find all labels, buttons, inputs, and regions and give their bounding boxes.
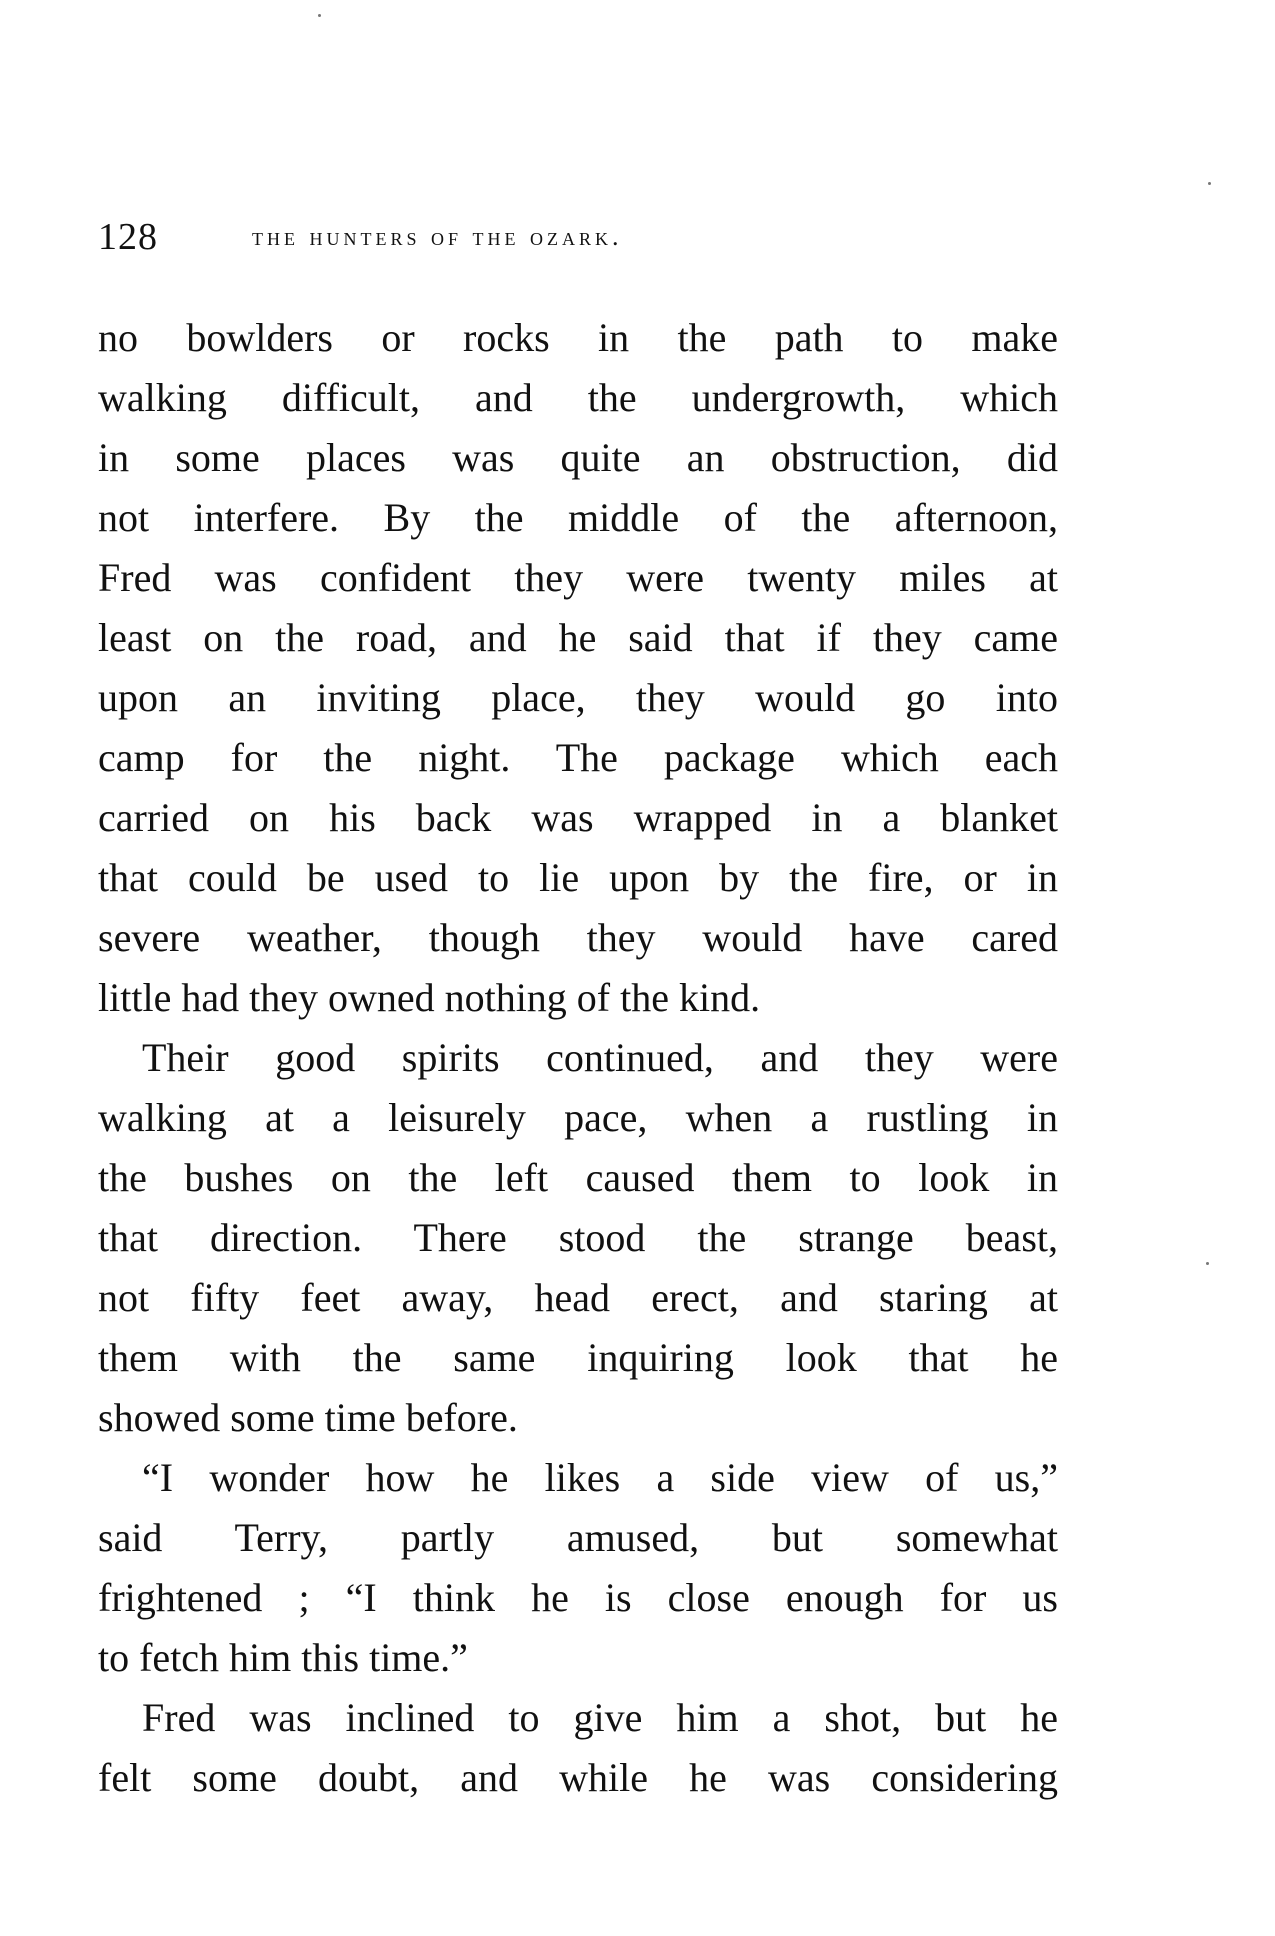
text-line: felt some doubt, and while he was considering: [98, 1755, 1058, 1800]
text-line: least on the road, and he said that if they came: [98, 615, 1058, 660]
body-text: [98, 308, 1058, 1808]
text-line: Fred was confident they were twenty miles at: [98, 555, 1058, 600]
text-line: them with the same inquiring look that he: [98, 1335, 1058, 1380]
page-number: 128: [98, 216, 158, 258]
text-line: said Terry, partly amused, but somewhat: [98, 1515, 1058, 1560]
text-line: frightened ; “I think he is close enough for us: [98, 1575, 1058, 1620]
text-line: walking difficult, and the undergrowth, which: [98, 375, 1058, 420]
text-line: not interfere. By the middle of the afternoon,: [98, 495, 1058, 540]
paper-speck: [1206, 1262, 1209, 1265]
text-line: severe weather, though they would have cared: [98, 915, 1058, 960]
paragraph-first-line: Their good spirits continued, and they were: [142, 1035, 1058, 1080]
text-line: carried on his back was wrapped in a blanket: [98, 795, 1058, 840]
paper-speck: [318, 14, 321, 17]
text-line: showed some time before.: [98, 1395, 518, 1440]
text-line: that could be used to lie upon by the fire, or in: [98, 855, 1058, 900]
text-line: no bowlders or rocks in the path to make: [98, 315, 1058, 360]
text-line: in some places was quite an obstruction, did: [98, 435, 1058, 480]
text-line: little had they owned nothing of the kind.: [98, 975, 761, 1020]
text-line: walking at a leisurely pace, when a rustling in: [98, 1095, 1058, 1140]
text-line: not fifty feet away, head erect, and staring at: [98, 1275, 1058, 1320]
running-title: the hunters of the ozark.: [252, 222, 623, 251]
paragraph-first-line: “I wonder how he likes a side view of us,”: [142, 1455, 1058, 1500]
running-head: [98, 212, 1058, 262]
text-line: that direction. There stood the strange beast,: [98, 1215, 1058, 1260]
paper-speck: [1208, 182, 1211, 185]
text-line: upon an inviting place, they would go into: [98, 675, 1058, 720]
text-line: the bushes on the left caused them to look in: [98, 1155, 1058, 1200]
text-line: to fetch him this time.”: [98, 1635, 468, 1680]
paragraph-first-line: Fred was inclined to give him a shot, but he: [142, 1695, 1058, 1740]
text-line: camp for the night. The package which each: [98, 735, 1058, 780]
